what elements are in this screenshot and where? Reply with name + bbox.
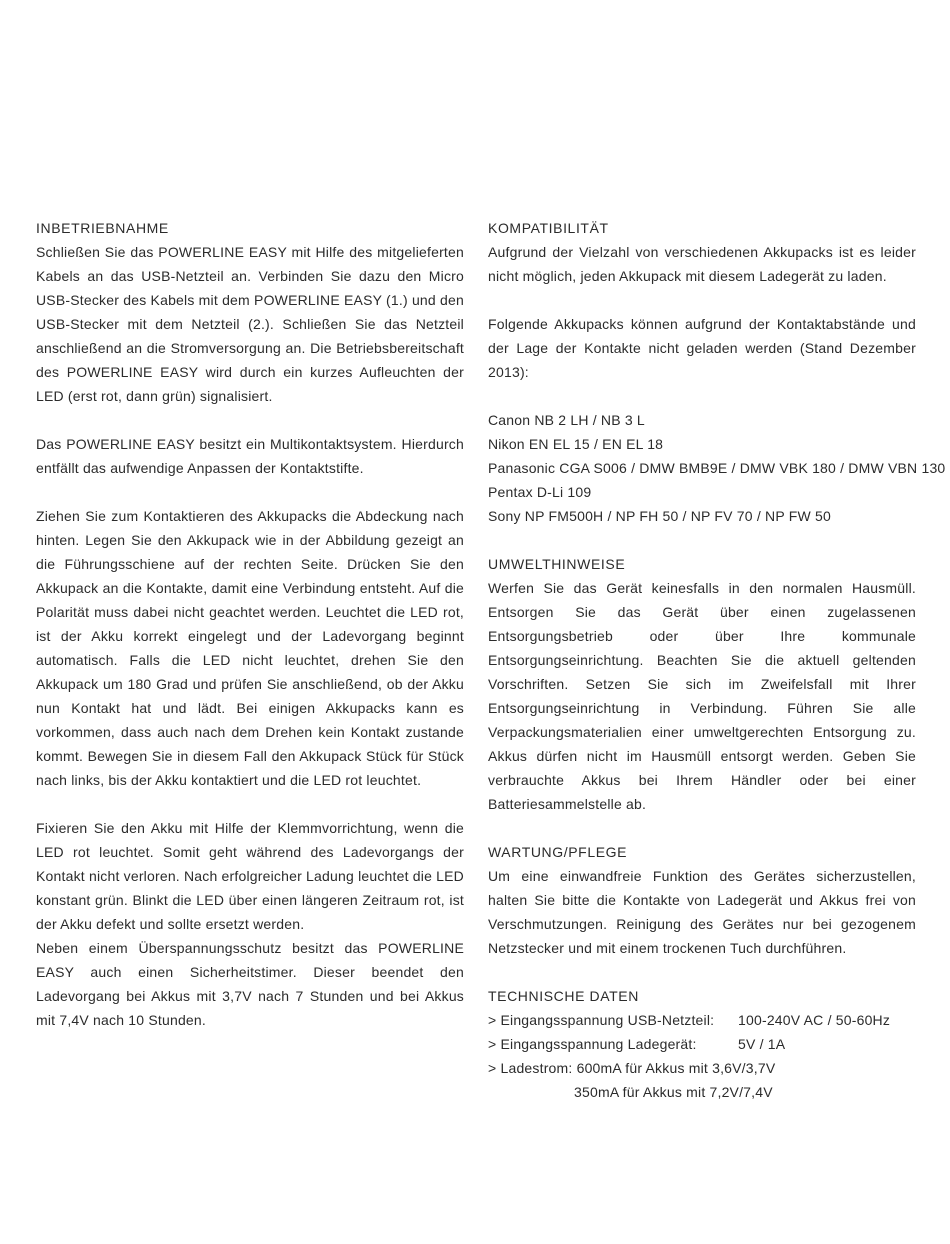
spec-value: 5V / 1A	[738, 1036, 786, 1052]
section-umwelthinweise	[488, 552, 916, 816]
paragraph: Neben einem Überspannungsschutz besitzt das POWERLINE EASY auch einen Sicherheitstimer. Dieser beendet den Ladevorgang bei Akkus mit 3,7V nach 7 Stunden und bei Akkus mit 7,4V nach 10 Stunden.	[36, 940, 464, 1028]
paragraph: Aufgrund der Vielzahl von verschiedenen Akkupacks ist es leider nicht möglich, jeden Akkupack mit diesem Ladegerät zu laden.	[488, 244, 916, 284]
paragraph: Fixieren Sie den Akku mit Hilfe der Klemmvorrichtung, wenn die LED rot leuchtet. Somit geht während des Ladevorgangs der Kontakt nicht verloren. Nach erfolgreicher Ladung leuchtet die LED konstant grün. Blinkt die LED über einen längeren Zeitraum rot, ist der Akku defekt und sollte ersetzt werden.	[36, 820, 464, 932]
list-item: Panasonic CGA S006 / DMW BMB9E / DMW VBK 180 / DMW VBN 130	[488, 460, 946, 476]
section-wartung	[488, 840, 916, 960]
spec-row: > Ladestrom: 600mA für Akkus mit 3,6V/3,7V	[488, 1060, 776, 1076]
section-inbetriebnahme	[36, 216, 464, 1032]
spec-row: 350mA für Akkus mit 7,2V/7,4V	[574, 1084, 773, 1100]
spec-row	[488, 1032, 916, 1056]
section-heading: WARTUNG/PFLEGE	[488, 844, 628, 860]
list-item: Pentax D-Li 109	[488, 484, 592, 500]
left-column	[36, 216, 464, 1032]
paragraph: Um eine einwandfreie Funktion des Gerätes sicherzustellen, halten Sie bitte die Kontakte von Ladegerät und Akkus frei von Verschmutzungen. Reinigung des Gerätes nur bei gezogenem Netzstecker und mit einem trockenen Tuch durchführen.	[488, 868, 916, 956]
paragraph: Werfen Sie das Gerät keinesfalls in den normalen Hausmüll. Entsorgen Sie das Gerät über einen zugelassenen Entsorgungsbetrieb oder über Ihre kommunale Entsorgungseinrichtung. Beachten Sie die aktuell geltenden Vorschriften. Setzen Sie sich im Zweifelsfall mit Ihrer Entsorgungseinrichtung in Verbindung. Führen Sie alle Verpackungsmaterialien einer umweltgerechten Entsorgung zu. Akkus dürfen nicht im Hausmüll entsorgt werden. Geben Sie verbrauchte Akkus bei Ihrem Händler oder bei einer Batteriesammelstelle ab.	[488, 580, 916, 812]
spec-value: 100-240V AC / 50-60Hz	[738, 1012, 891, 1028]
spec-label: > Eingangsspannung USB-Netzteil:	[488, 1012, 715, 1028]
spec-label: > Eingangsspannung Ladegerät:	[488, 1036, 697, 1052]
section-heading: KOMPATIBILITÄT	[488, 220, 609, 236]
paragraph: Ziehen Sie zum Kontaktieren des Akkupacks die Abdeckung nach hinten. Legen Sie den Akkupack wie in der Abbildung gezeigt an die Führungsschiene auf der rechten Seite. Drücken Sie den Akkupack an die Kontakte, damit eine Verbindung entsteht. Auf die Polarität muss dabei nicht geachtet werden. Leuchtet die LED rot, ist der Akku korrekt eingelegt und der Ladevorgang beginnt automatisch. Falls die LED nicht leuchtet, drehen Sie den Akkupack um 180 Grad und prüfen Sie anschließend, ob der Akku nun Kontakt hat und lädt. Bei einigen Akkupacks kann es vorkommen, dass auch nach dem Drehen kein Kontakt zustande kommt. Bewegen Sie in diesem Fall den Akkupack Stück für Stück nach links, bis der Akku kontaktiert und die LED rot leuchtet.	[36, 508, 464, 788]
section-heading: UMWELTHINWEISE	[488, 556, 626, 572]
section-kompatibilitaet	[488, 216, 946, 528]
paragraph: Folgende Akkupacks können aufgrund der Kontaktabstände und der Lage der Kontakte nicht geladen werden (Stand Dezember 2013):	[488, 316, 916, 380]
list-item: Nikon EN EL 15 / EN EL 18	[488, 436, 664, 452]
list-item: Sony NP FM500H / NP FH 50 / NP FV 70 / NP FW 50	[488, 508, 831, 524]
spec-row	[488, 1008, 916, 1032]
right-column	[488, 216, 946, 1104]
section-heading: TECHNISCHE DATEN	[488, 988, 639, 1004]
paragraph: Schließen Sie das POWERLINE EASY mit Hilfe des mitgelieferten Kabels an das USB-Netzteil an. Verbinden Sie dazu den Micro USB-Stecker des Kabels mit dem POWERLINE EASY (1.) und den USB-Stecker mit dem Netzteil (2.). Schließen Sie das Netzteil anschließend an die Stromversorgung an. Die Betriebsbereitschaft des POWERLINE EASY wird durch ein kurzes Aufleuchten der LED (erst rot, dann grün) signalisiert.	[36, 244, 464, 404]
section-technische-daten	[488, 984, 916, 1104]
list-item: Canon NB 2 LH / NB 3 L	[488, 412, 645, 428]
paragraph: Das POWERLINE EASY besitzt ein Multikontaktsystem. Hierdurch entfällt das aufwendige Anpassen der Kontaktstifte.	[36, 436, 464, 476]
section-heading: INBETRIEBNAHME	[36, 220, 169, 236]
